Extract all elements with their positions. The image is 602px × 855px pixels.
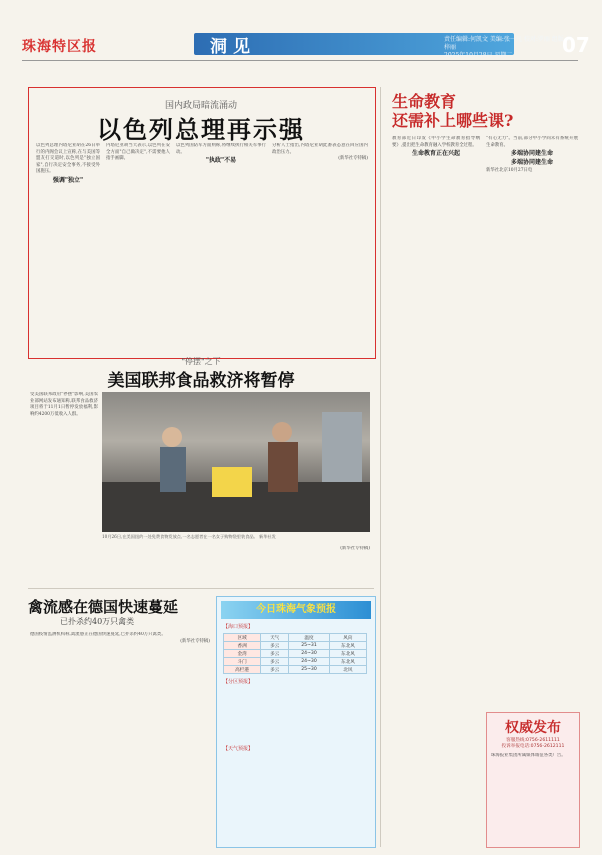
newspaper-name: 珠海特区报 bbox=[22, 39, 97, 55]
divider bbox=[28, 588, 374, 589]
weather-cell: 区域 bbox=[224, 634, 261, 642]
education-credit: 新华社北京10月27日电 bbox=[486, 168, 533, 174]
weather-cell: 温度 bbox=[289, 634, 330, 642]
education-col-1-text: 教育部近日印发《中小学生命教育指导纲要》,提出把生命教育融入学校教育全过程。 bbox=[392, 136, 480, 148]
weather-cell: 多云 bbox=[261, 666, 289, 674]
usfood-kicker: "停摆"之下 bbox=[181, 357, 221, 366]
education-subhead-2: 多端协同建生命 bbox=[510, 150, 553, 158]
ad-box bbox=[486, 712, 580, 848]
weather-section-3: 【天气预报】 bbox=[223, 746, 254, 752]
header-meta bbox=[444, 36, 574, 60]
weather-cell: 高栏港 bbox=[224, 666, 261, 674]
masthead-rule bbox=[22, 60, 578, 61]
section-title: 洞见 bbox=[210, 37, 256, 57]
ad-title: 权威发布 bbox=[505, 720, 561, 736]
education-headline: 生命教育 还需补上哪些课? bbox=[392, 92, 514, 130]
israel-col-4-text: 分析人士指出,内塔尼亚胡此番表态意在回应国内政治压力。 bbox=[272, 143, 368, 155]
weather-row bbox=[224, 658, 367, 666]
weather-section-1: 【海口预报】 bbox=[223, 624, 254, 630]
ad-line-1: 客服热线:0756-2611111 bbox=[506, 738, 560, 743]
israel-col-1-text: 以色列总理内塔尼亚胡在26日举行的内阁会议上宣称,在与美国等盟友打交道时,以色列是"独立国家",自行决定安全事务,不接受外国施压。 bbox=[36, 143, 100, 175]
usfood-col-1 bbox=[30, 392, 98, 587]
weather-cell: 多云 bbox=[261, 658, 289, 666]
weather-cell: 风向 bbox=[329, 634, 366, 642]
weather-cell: 24~30 bbox=[289, 658, 330, 666]
israel-col-3 bbox=[176, 143, 266, 348]
germany-credit: (新华社专特稿) bbox=[180, 638, 210, 644]
weather-cell: 24~30 bbox=[289, 650, 330, 658]
israel-col-4 bbox=[272, 143, 368, 348]
education-subhead-3: 多端协同建生命 bbox=[510, 158, 553, 166]
germany-col-1-text: 德国疫情监测机构称,禽流感正在德国快速蔓延,已扑杀约40万只禽类。 bbox=[30, 632, 166, 637]
ad-body: 珠海报业集团所属媒体诚征各类广告。 bbox=[491, 753, 566, 758]
weather-row bbox=[224, 642, 367, 650]
germany-col-1 bbox=[30, 632, 210, 847]
weather-table bbox=[223, 633, 367, 674]
germany-subhead: 已扑杀约40万只禽类 bbox=[60, 617, 135, 626]
column-divider bbox=[380, 87, 381, 847]
ad-line-2: 投诉举报电话:0756-2612111 bbox=[501, 744, 565, 749]
israel-subhead-1: 强调"独立" bbox=[52, 176, 84, 184]
weather-cell: 25~30 bbox=[289, 666, 330, 674]
weather-section-2: 【分区预报】 bbox=[223, 679, 254, 685]
weather-row bbox=[224, 634, 367, 642]
date-line: 2025年10月28日 星期二 bbox=[444, 52, 513, 59]
weather-cell: 东北风 bbox=[329, 658, 366, 666]
germany-headline: 禽流感在德国快速蔓延 bbox=[28, 598, 179, 616]
usfood-credit: (新华社专特稿) bbox=[340, 546, 370, 551]
israel-headline: 以色列总理再示强 bbox=[97, 115, 305, 144]
israel-credit: (新华社专特稿) bbox=[338, 156, 368, 162]
weather-cell: 东北风 bbox=[329, 650, 366, 658]
education-subhead-1: 生命教育正在兴起 bbox=[411, 150, 460, 158]
weather-cell: 金湾 bbox=[224, 650, 261, 658]
education-col-2-text: "有心无力"。当前,部分中小学尚未有系统开展生命教育。 bbox=[486, 136, 578, 148]
weather-row bbox=[224, 650, 367, 658]
weather-cell: 天气 bbox=[261, 634, 289, 642]
weather-row bbox=[224, 666, 367, 674]
usfood-photo-caption: 10月26日,在美国纽约一处免费食物发放点,一名志愿者在一名女子购物袋里装食品。 新华社发 bbox=[102, 534, 276, 539]
weather-cell: 北风 bbox=[329, 666, 366, 674]
education-col-2 bbox=[486, 136, 578, 701]
israel-subhead-2: "执政"不易 bbox=[205, 157, 237, 165]
page-number: 07 bbox=[562, 33, 590, 57]
israel-col-3-text: 以色列国防军方面则称,将继续执行相关军事行动。 bbox=[176, 143, 266, 155]
weather-cell: 香洲 bbox=[224, 642, 261, 650]
israel-kicker: 国内政局暗流涌动 bbox=[164, 101, 237, 111]
usfood-col-1-text: 受美国联邦政府"停摆"影响,美国农业部网站发布通知称,联邦食品救济项目将于11月1日暂停发放福利,影响约4200万低收入人群。 bbox=[30, 392, 98, 417]
weather-cell: 斗门 bbox=[224, 658, 261, 666]
usfood-col-end bbox=[102, 546, 370, 586]
weather-cell: 多云 bbox=[261, 650, 289, 658]
weather-banner: 今日珠海气象预报 bbox=[221, 601, 371, 619]
education-col-1 bbox=[392, 136, 480, 701]
weather-cell: 多云 bbox=[261, 642, 289, 650]
usfood-headline: 美国联邦食品救济将暂停 bbox=[107, 371, 295, 391]
weather-cell: 25~31 bbox=[289, 642, 330, 650]
israel-col-1 bbox=[36, 143, 100, 348]
weather-box bbox=[216, 596, 376, 848]
food-bank-photo bbox=[102, 392, 370, 532]
weather-cell: 东北风 bbox=[329, 642, 366, 650]
editor-line: 责任编辑:何凯文 美编:张一凡 校对:罗丽 组版:刘梓丽 bbox=[444, 36, 572, 51]
israel-col-2-text: 内塔尼亚胡当天表示,以色列在安全方面"自己做决定",不需要他人指手画脚。 bbox=[106, 143, 170, 162]
israel-col-2 bbox=[106, 143, 170, 348]
food-bank-photo-illustration bbox=[102, 392, 370, 532]
